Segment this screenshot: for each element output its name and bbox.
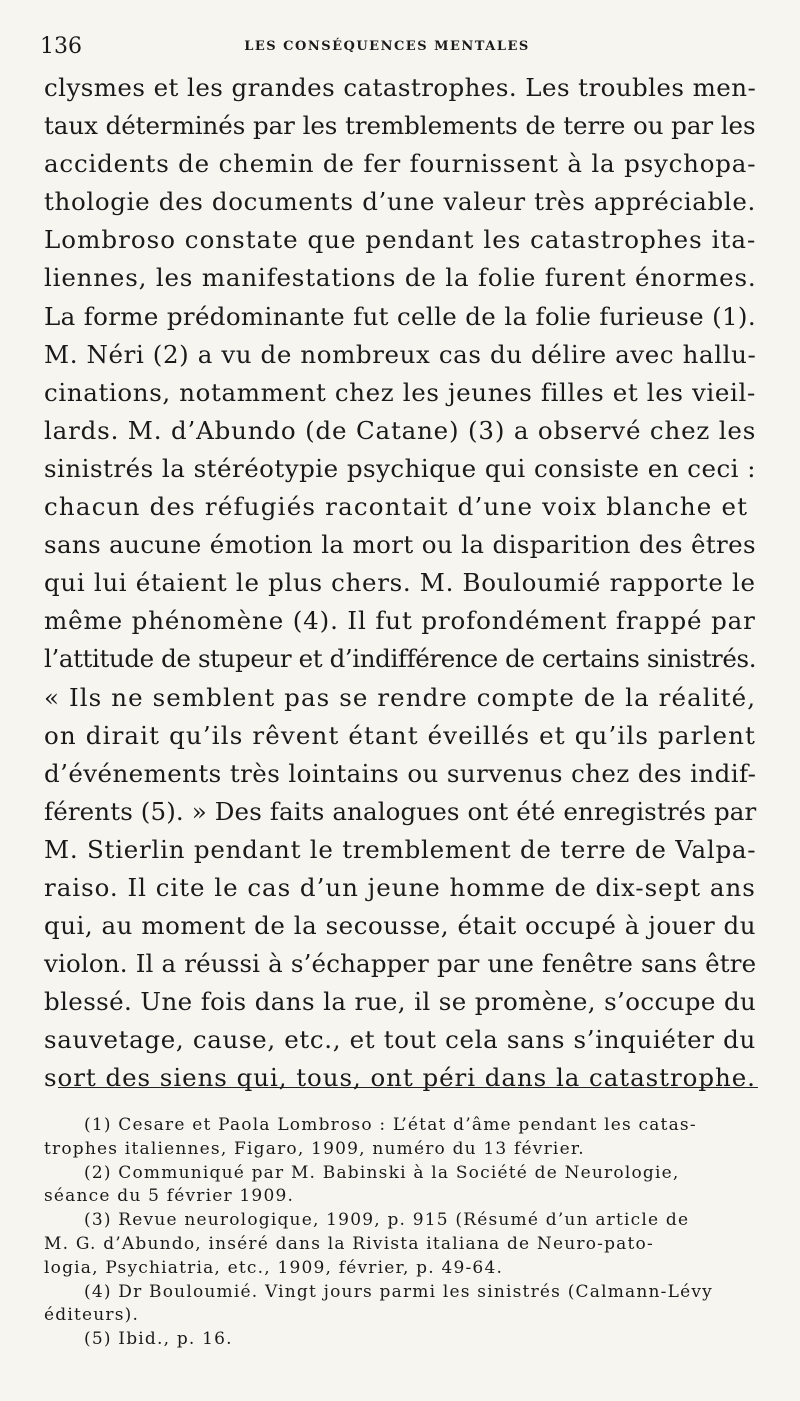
footnotes (44, 1114, 758, 1352)
body-line: liennes, les manifestations de la folie furent énormes. (44, 263, 757, 293)
body-line: Lombroso constate que pendant les catastrophes ita- (44, 225, 757, 255)
body-line: sauvetage, cause, etc., et tout cela sans s’inquiéter du (44, 1025, 756, 1055)
footnote-line: éditeurs). (44, 1305, 140, 1326)
body-line: La forme prédominante fut celle de la folie furieuse (1). (44, 301, 756, 331)
body-line: cinations, notamment chez les jeunes filles et les vieil- (44, 377, 756, 407)
body-line: accidents de chemin de fer fournissent à la psychopa- (44, 149, 757, 179)
footnote-line: (1) Cesare et Paola Lombroso : L’état d’âme pendant les catas- (84, 1115, 697, 1135)
footnote-line: (2) Communiqué par M. Babinski à la Société de Neurologie, (84, 1162, 680, 1183)
body-line: on dirait qu’ils rêvent étant éveillés et qu’ils parlent (44, 720, 757, 750)
body-line: raiso. Il cite le cas d’un jeune homme de dix-sept ans (44, 872, 756, 902)
body-line: « Ils ne semblent pas se rendre compte de la réalité, (44, 682, 757, 712)
body-line: même phénomène (4). Il fut profondément frappé par (44, 606, 756, 636)
footnote-line: M. G. d’Abundo, inséré dans la Rivista italiana de Neuro-pato- (44, 1233, 654, 1254)
body-line: férents (5). » Des faits analogues ont été enregistrés par (44, 796, 757, 826)
body-line: chacun des réfugiés racontait d’une voix blanche et (44, 492, 749, 522)
body-line: qui, au moment de la secousse, était occupé à jouer du (44, 911, 757, 941)
body-text (44, 69, 758, 1098)
footnote-divider (58, 1087, 758, 1088)
body-line: lards. M. d’Abundo (de Catane) (3) a observé chez les (44, 415, 757, 445)
body-line: sort des siens qui, tous, ont péri dans la catastrophe. (44, 1063, 756, 1093)
body-line: violon. Il a réussi à s’échapper par une fenêtre sans être (44, 949, 757, 979)
body-line: thologie des documents d’une valeur très appréciable. (44, 187, 757, 217)
body-line: qui lui étaient le plus chers. M. Bouloumié rapporte le (44, 568, 756, 598)
footnote-line: (4) Dr Bouloumié. Vingt jours parmi les sinistrés (Calmann-Lévy (84, 1281, 713, 1302)
body-line: d’événements très lointains ou survenus chez des indif- (44, 758, 757, 788)
footnote-line: séance du 5 février 1909. (44, 1186, 295, 1207)
body-line: M. Néri (2) a vu de nombreux cas du délire avec hallu- (44, 339, 757, 369)
page-number: 136 (40, 33, 82, 59)
body-line: clysmes et les grandes catastrophes. Les troubles men- (44, 73, 757, 102)
body-line: l’attitude de stupeur et d’indifférence de certains sinistrés. (44, 644, 757, 674)
running-head: LES CONSÉQUENCES MENTALES (244, 38, 530, 54)
page-header (40, 30, 754, 62)
body-line: M. Stierlin pendant le tremblement de terre de Valpa- (44, 834, 757, 864)
footnote-line: (5) Ibid., p. 16. (84, 1329, 233, 1350)
body-line: sans aucune émotion la mort ou la disparition des êtres (44, 530, 756, 560)
body-line: blessé. Une fois dans la rue, il se promène, s’occupe du (44, 987, 757, 1017)
footnote-line: trophes italiennes, Figaro, 1909, numéro du 13 février. (44, 1138, 585, 1159)
body-line: sinistrés la stéréotypie psychique qui consiste en ceci : (44, 453, 757, 483)
body-line: taux déterminés par les tremblements de terre ou par les (44, 111, 756, 141)
footnote-line: logia, Psychiatria, etc., 1909, février, p. 49-64. (44, 1257, 504, 1278)
footnote-line: (3) Revue neurologique, 1909, p. 915 (Résumé d’un article de (84, 1210, 690, 1231)
